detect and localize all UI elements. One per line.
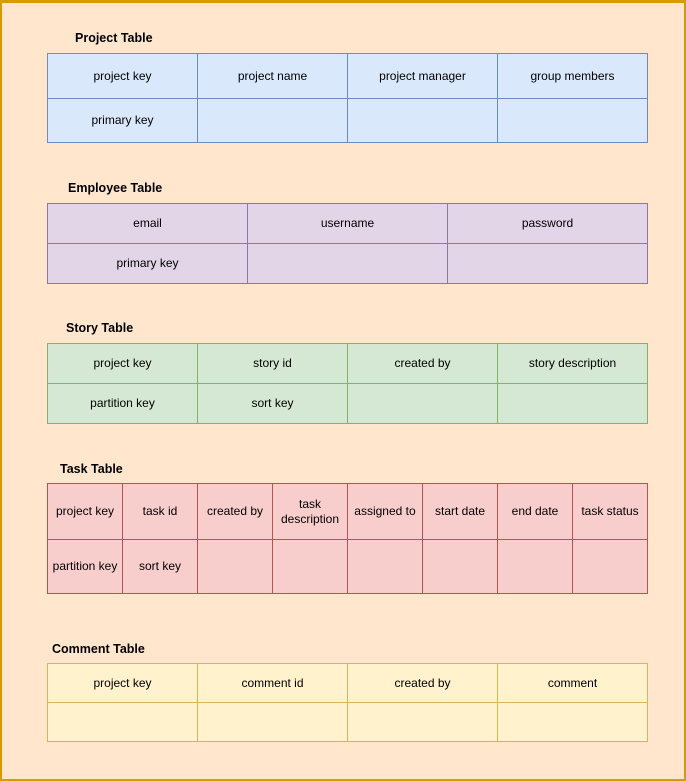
task-header-cell: task description xyxy=(273,484,348,540)
task-header-cell: project key xyxy=(48,484,123,540)
task-header-cell: task status xyxy=(573,484,648,540)
task-key-cell xyxy=(348,540,423,594)
comment-header-cell: project key xyxy=(48,664,198,703)
story-table-row xyxy=(48,384,648,424)
project-table-row xyxy=(48,99,648,143)
task-header-cell: start date xyxy=(423,484,498,540)
comment-key-cell xyxy=(498,703,648,742)
project-table xyxy=(47,53,648,143)
project-key-cell xyxy=(348,99,498,143)
task-header-cell: end date xyxy=(498,484,573,540)
project-header-cell: project name xyxy=(198,54,348,99)
comment-table-title: Comment Table xyxy=(52,642,145,656)
employee-header-cell: email xyxy=(48,204,248,244)
comment-header-cell: comment xyxy=(498,664,648,703)
comment-key-cell xyxy=(198,703,348,742)
comment-table-row xyxy=(48,703,648,742)
story-key-cell: partition key xyxy=(48,384,198,424)
comment-header-cell: created by xyxy=(348,664,498,703)
story-key-cell xyxy=(498,384,648,424)
project-key-cell xyxy=(498,99,648,143)
employee-table-row xyxy=(48,244,648,284)
employee-table-title: Employee Table xyxy=(68,181,163,195)
project-table-row xyxy=(48,54,648,99)
project-header-cell: project manager xyxy=(348,54,498,99)
task-header-cell: created by xyxy=(198,484,273,540)
story-header-cell: story description xyxy=(498,344,648,384)
task-table-title: Task Table xyxy=(60,462,123,476)
story-header-cell: project key xyxy=(48,344,198,384)
project-header-cell: project key xyxy=(48,54,198,99)
comment-table xyxy=(47,663,648,742)
project-key-cell: primary key xyxy=(48,99,198,143)
employee-header-cell: password xyxy=(448,204,648,244)
task-key-cell xyxy=(198,540,273,594)
task-table-row xyxy=(48,540,648,594)
project-table-title: Project Table xyxy=(75,31,153,45)
task-header-cell: task id xyxy=(123,484,198,540)
task-key-cell xyxy=(498,540,573,594)
task-key-cell: partition key xyxy=(48,540,123,594)
task-key-cell xyxy=(423,540,498,594)
comment-key-cell xyxy=(48,703,198,742)
comment-key-cell xyxy=(348,703,498,742)
employee-table xyxy=(47,203,648,284)
story-table xyxy=(47,343,648,424)
project-key-cell xyxy=(198,99,348,143)
comment-header-cell: comment id xyxy=(198,664,348,703)
employee-key-cell xyxy=(248,244,448,284)
story-table-title: Story Table xyxy=(66,321,134,335)
employee-header-cell: username xyxy=(248,204,448,244)
employee-table-row xyxy=(48,204,648,244)
task-table-row xyxy=(48,484,648,540)
story-key-cell: sort key xyxy=(198,384,348,424)
task-header-cell: assigned to xyxy=(348,484,423,540)
task-key-cell xyxy=(573,540,648,594)
task-key-cell: sort key xyxy=(123,540,198,594)
project-header-cell: group members xyxy=(498,54,648,99)
comment-table-row xyxy=(48,664,648,703)
employee-key-cell xyxy=(448,244,648,284)
employee-key-cell: primary key xyxy=(48,244,248,284)
story-header-cell: story id xyxy=(198,344,348,384)
story-header-cell: created by xyxy=(348,344,498,384)
story-table-row xyxy=(48,344,648,384)
task-key-cell xyxy=(273,540,348,594)
story-key-cell xyxy=(348,384,498,424)
task-table xyxy=(47,483,648,594)
